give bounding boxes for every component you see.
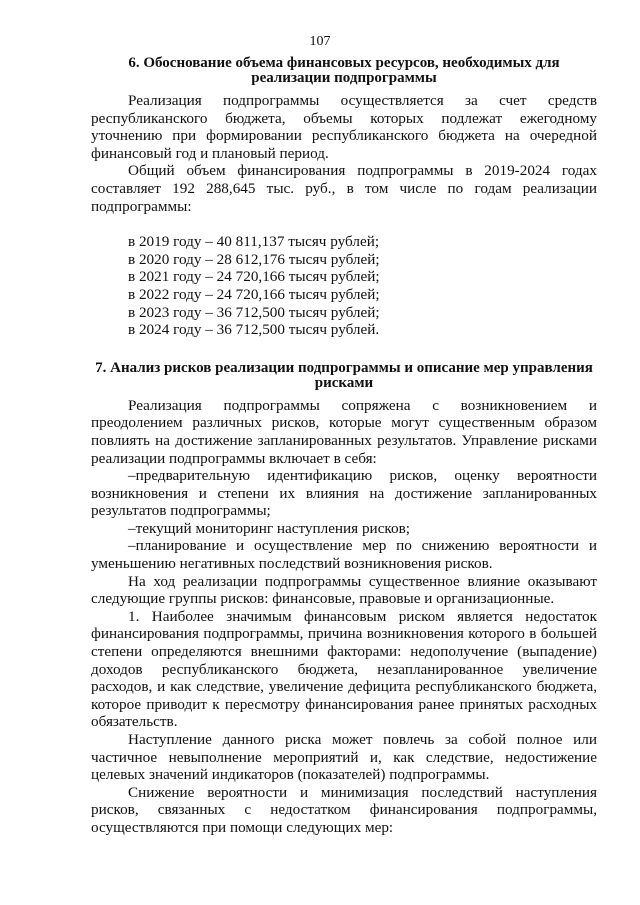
- section-6-heading: 6. Обоснование объема финансовых ресурсов, необходимых для реализации подпрограммы: [128, 55, 560, 86]
- list-item: в 2022 году – 24 720,166 тысяч рублей;: [128, 285, 380, 303]
- section-7-heading: 7. Анализ рисков реализации подпрограммы и описание мер управления рисками: [95, 359, 593, 391]
- paragraph: На ход реализации подпрограммы существенное влияние оказывают следующие группы рисков: финансовые, правовые и организационные.: [91, 572, 597, 608]
- paragraph: –текущий мониторинг наступления рисков;: [128, 519, 411, 537]
- funding-by-year-list: [91, 233, 597, 339]
- paragraph: Общий объем финансирования подпрограммы в 2019-2024 годах составляет 192 288,645 тыс. руб., в том числе по годам реализации подпрограммы:: [91, 162, 597, 215]
- paragraph: Наступление данного риска может повлечь за собой полное или частичное невыполнение мероприятий и, как следствие, недостижение целевых значений индикаторов (показателей) подпрограммы.: [91, 731, 597, 784]
- list-item: в 2023 году – 36 712,500 тысяч рублей;: [128, 303, 380, 321]
- paragraph: 1. Наиболее значимым финансовым риском является недостаток финансирования подпрограммы, причина возникновения которого в большей степени определяются внешними факторами: недополучение (выпадение) доходов республиканского бюджета, незапланированное увеличение расходов, и как следствие, увеличение дефицита республиканского бюджета, которое приводит к пересмотру финансирования ранее принятых расходных обязательств.: [91, 607, 597, 731]
- list-item: в 2020 году – 28 612,176 тысяч рублей;: [128, 250, 380, 268]
- paragraph: –планирование и осуществление мер по снижению вероятности и уменьшению негативных последствий возникновения рисков.: [91, 537, 597, 573]
- page-number: 107: [309, 34, 331, 49]
- paragraph: Реализация подпрограммы сопряжена с возникновением и преодолением различных рисков, которые могут существенным образом повлиять на достижение запланированных результатов. Управление рисками реализации подпрограммы включает в себя:: [91, 396, 597, 467]
- paragraph: Реализация подпрограммы осуществляется за счет средств республиканского бюджета, объемы которых подлежат ежегодному уточнению при формировании республиканского бюджета на очередной финансовый год и плановый период.: [91, 92, 597, 162]
- paragraph: Снижение вероятности и минимизация последствий наступления рисков, связанных с недостатком финансирования подпрограммы, осуществляются при помощи следующих мер:: [91, 783, 597, 836]
- paragraph: –предварительную идентификацию рисков, оценку вероятности возникновения и степени их влияния на достижение запланированных результатов подпрограммы;: [91, 467, 597, 520]
- page-content: [91, 56, 597, 837]
- list-item: в 2024 году – 36 712,500 тысяч рублей.: [128, 321, 380, 339]
- list-item: в 2019 году – 40 811,137 тысяч рублей;: [128, 233, 380, 251]
- list-item: в 2021 году – 24 720,166 тысяч рублей;: [128, 268, 380, 286]
